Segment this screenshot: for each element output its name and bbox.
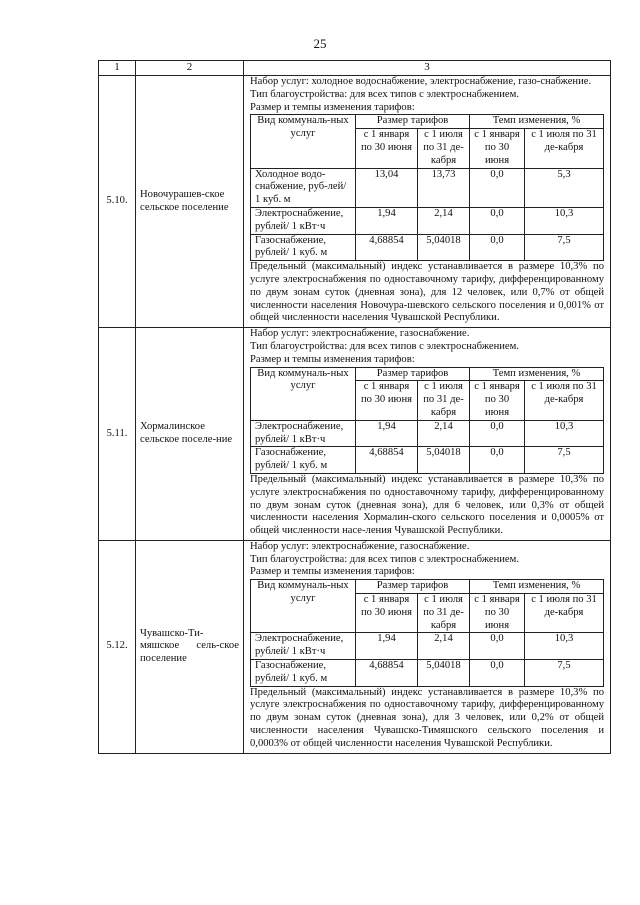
tariff-row	[251, 447, 604, 474]
service-name: Газоснабжение, рублей/ 1 куб. м	[251, 447, 356, 474]
tariff-subtable	[250, 579, 604, 686]
settlement-details	[244, 540, 611, 753]
tariff-size-caption: Размер и темпы изменения тарифов:	[250, 353, 415, 365]
change-rate-value: 0,0	[470, 660, 525, 687]
tariff-value: 5,04018	[418, 660, 470, 687]
change-rate-value: 7,5	[525, 234, 604, 261]
period-header: с 1 января по 30 июня	[470, 594, 525, 633]
period-header: с 1 июля по 31 де-кабря	[525, 594, 604, 633]
change-rate-value: 0,0	[470, 207, 525, 234]
service-name: Газоснабжение, рублей/ 1 куб. м	[251, 660, 356, 687]
change-rate-value: 7,5	[525, 447, 604, 474]
tariff-row	[251, 633, 604, 660]
tariff-size-header: Размер тарифов	[356, 580, 470, 594]
tariff-value: 4,68854	[356, 447, 418, 474]
service-name: Электроснабжение, рублей/ 1 кВт·ч	[251, 633, 356, 660]
period-header: с 1 июля по 31 де-кабря	[525, 129, 604, 168]
tariff-size-header: Размер тарифов	[356, 367, 470, 381]
tariff-value: 13,04	[356, 168, 418, 207]
services-set: Набор услуг: холодное водоснабжение, электроснабжение, газо-снабжение.	[250, 76, 592, 87]
service-kind-header: Вид коммуналь-ных услуг	[251, 115, 356, 168]
settlement-name: Новочурашев-ское сельское поселение	[136, 76, 244, 328]
improvement-type: Тип благоустройства: для всех типов с электроснабжением.	[250, 340, 519, 352]
tariff-value: 4,68854	[356, 660, 418, 687]
tariff-row	[251, 420, 604, 447]
tariff-value: 4,68854	[356, 234, 418, 261]
change-rate-header: Темп изменения, %	[470, 580, 604, 594]
tariff-row	[251, 207, 604, 234]
period-header: с 1 января по 30 июня	[470, 381, 525, 420]
tariff-value: 5,04018	[418, 447, 470, 474]
max-index-note: Предельный (максимальный) индекс устанавливается в размере 10,3% по услуге электроснабжения по одноставочному тарифу, дифференцированному по двум зонам суток (дневная зона), для 6 человек, или 0,3% от общей численности населения Хормалин-ского сельского поселения и 0,0005% от общей численности насе-ления Чувашской Республики.	[250, 473, 604, 537]
row-number: 5.12.	[99, 540, 136, 753]
settlement-details	[244, 328, 611, 541]
tariff-row	[251, 660, 604, 687]
improvement-type: Тип благоустройства: для всех типов с электроснабжением.	[250, 553, 519, 565]
change-rate-value: 0,0	[470, 633, 525, 660]
service-name: Электроснабжение, рублей/ 1 кВт·ч	[251, 207, 356, 234]
service-name: Холодное водо-снабжение, руб-лей/ 1 куб. м	[251, 168, 356, 207]
service-name: Электроснабжение, рублей/ 1 кВт·ч	[251, 420, 356, 447]
period-header: с 1 июля по 31 де-кабря	[525, 381, 604, 420]
change-rate-value: 7,5	[525, 660, 604, 687]
service-kind-header: Вид коммуналь-ных услуг	[251, 580, 356, 633]
services-set: Набор услуг: электроснабжение, газоснабжение.	[250, 540, 470, 552]
change-rate-value: 10,3	[525, 633, 604, 660]
row-number: 5.10.	[99, 76, 136, 328]
change-rate-header: Темп изменения, %	[470, 367, 604, 381]
row-number: 5.11.	[99, 328, 136, 541]
service-kind-header: Вид коммуналь-ных услуг	[251, 367, 356, 420]
period-header: с 1 июля по 31 де-кабря	[418, 129, 470, 168]
tariff-size-caption: Размер и темпы изменения тарифов:	[250, 101, 415, 113]
tariff-table	[98, 60, 611, 754]
period-header: с 1 января по 30 июня	[356, 594, 418, 633]
tariff-value: 2,14	[418, 420, 470, 447]
change-rate-value: 5,3	[525, 168, 604, 207]
change-rate-value: 10,3	[525, 420, 604, 447]
settlement-details	[244, 76, 611, 328]
max-index-note: Предельный (максимальный) индекс устанавливается в размере 10,3% по услуге электроснабжения по одноставочному тарифу, дифференцированному по двум зонам суток (дневная зона), для 12 человек, или 0,7% от общей численности населения Новочура-шевского сельского поселения и 0,001% от общей численности населения Чувашской Республики.	[250, 261, 604, 324]
change-rate-value: 10,3	[525, 207, 604, 234]
tariff-subtable	[250, 114, 604, 261]
tariff-row	[251, 168, 604, 207]
tariff-row	[251, 234, 604, 261]
change-rate-value: 0,0	[470, 447, 525, 474]
tariff-value: 1,94	[356, 633, 418, 660]
period-header: с 1 января по 30 июня	[356, 129, 418, 168]
settlement-name: Чувашско-Ти-мяшское сель-ское поселение	[136, 540, 244, 753]
col-header-1: 1	[99, 61, 136, 76]
page-number: 25	[313, 36, 327, 51]
change-rate-value: 0,0	[470, 168, 525, 207]
tariff-value: 2,14	[418, 207, 470, 234]
col-header-2: 2	[136, 61, 244, 76]
change-rate-value: 0,0	[470, 234, 525, 261]
period-header: с 1 июля по 31 де-кабря	[418, 381, 470, 420]
max-index-note: Предельный (максимальный) индекс устанавливается в размере 10,3% по услуге электроснабжения по одноставочному тарифу, дифференцированному по двум зонам суток (дневная зона), для 3 человек, или 0,2% от общей численности населения Чувашско-Тимяшского сельского поселения и 0,0003% от общей численности населения Чувашской Республики.	[250, 686, 604, 749]
tariff-value: 1,94	[356, 420, 418, 447]
tariff-size-header: Размер тарифов	[356, 115, 470, 129]
change-rate-value: 0,0	[470, 420, 525, 447]
tariff-size-caption: Размер и темпы изменения тарифов:	[250, 566, 415, 578]
settlement-row	[99, 328, 611, 541]
period-header: с 1 января по 30 июня	[356, 381, 418, 420]
change-rate-header: Темп изменения, %	[470, 115, 604, 129]
tariff-value: 2,14	[418, 633, 470, 660]
improvement-type: Тип благоустройства: для всех типов с электроснабжением.	[250, 88, 519, 100]
settlement-row	[99, 540, 611, 753]
settlement-name: Хормалинское сельское поселе-ние	[136, 328, 244, 541]
period-header: с 1 января по 30 июня	[470, 129, 525, 168]
tariff-subtable	[250, 367, 604, 474]
services-set: Набор услуг: электроснабжение, газоснабжение.	[250, 328, 470, 340]
period-header: с 1 июля по 31 де-кабря	[418, 594, 470, 633]
settlement-row	[99, 76, 611, 328]
col-header-3: 3	[244, 61, 611, 76]
column-number-row	[99, 61, 611, 76]
tariff-value: 13,73	[418, 168, 470, 207]
tariff-value: 5,04018	[418, 234, 470, 261]
tariff-value: 1,94	[356, 207, 418, 234]
service-name: Газоснабжение, рублей/ 1 куб. м	[251, 234, 356, 261]
